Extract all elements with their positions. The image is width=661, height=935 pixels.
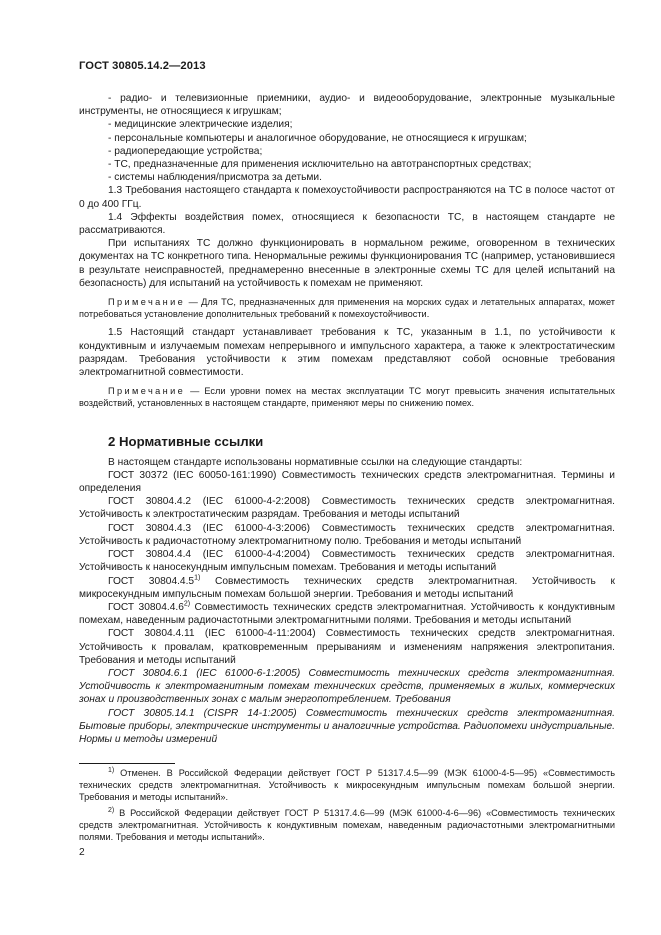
list-item: - радиопередающие устройства; — [108, 145, 263, 157]
document-header: ГОСТ 30805.14.2—2013 — [79, 60, 206, 72]
paragraph-1-4: 1.4 Эффекты воздействия помех, относящиеся к безопасности ТС, в настоящем стандарте не рассматриваются. — [79, 211, 615, 237]
reference-text: Совместимость технических средств электромагнитная. Устойчивость к микросекундным импульсным помехам большой энергии. Требования и методы испытаний — [79, 575, 615, 600]
footnote — [79, 807, 615, 843]
note-text: — Для ТС, предназначенных для применения на морских судах и летательных аппаратах, может потребоваться установление дополнительных требований к помехоустойчивости. — [79, 297, 615, 320]
paragraph-1-3: 1.3 Требования настоящего стандарта к помехоустойчивости распространяются на ТС в полосе частот от 0 до 400 ГГц. — [79, 185, 615, 210]
reference-item: ГОСТ 30372 (IEC 60050-161:1990) Совместимость технических средств электромагнитная. Термины и определения — [79, 469, 615, 495]
reference-item — [79, 601, 615, 627]
note-2 — [79, 385, 615, 409]
section-intro: В настоящем стандарте использованы нормативные ссылки на следующие стандарты: — [108, 456, 523, 468]
reference-item: ГОСТ 30804.4.11 (IEC 61000-4-11:2004) Совместимость технических средств электромагнитная. Устойчивость к провалам, кратковременным прерываниям и изменениям напряжения электропитания. Требования и методы испытаний — [79, 628, 615, 666]
list-item: - системы наблюдения/присмотра за детьми. — [108, 172, 322, 184]
footnote-divider — [79, 763, 175, 764]
note-label: Примечание — [108, 386, 186, 397]
footnote-text: В Российской Федерации действует ГОСТ Р 51317.4.6—99 (МЭК 61000-4-6—96) «Совместимость технических средств электромагнитная. Устойчивость к кондуктивным помехам, наведенным радиочастотными электромагнитными полями. Требования и методы испытаний». — [79, 808, 615, 842]
note-label: Примечание — [108, 297, 186, 308]
list-item: - персональные компьютеры и аналогичное оборудование, не относящиеся к игрушкам; — [108, 132, 527, 144]
reference-item: ГОСТ 30804.4.4 (IEC 61000-4-4:2004) Совместимость технических средств электромагнитная. Устойчивость к наносекундным импульсным помехам. Требования и методы испытаний — [79, 549, 615, 574]
paragraph-1-5: 1.5 Настоящий стандарт устанавливает требования к ТС, указанным в 1.1, по устойчивости к кондуктивным и излучаемым помехам непрерывного и импульсного характера, а также к электростатическим разрядам. Требования устойчивости к этим помехам представляют собой основные требования электромагнитной совместимости. — [79, 327, 615, 379]
page-number: 2 — [79, 847, 85, 858]
footnotes — [79, 767, 615, 847]
list-item: - медицинские электрические изделия; — [108, 119, 293, 131]
reference-item: ГОСТ 30804.6.1 (IEC 61000-6-1:2005) Совместимость технических средств электромагнитная. Устойчивость к электромагнитным помехам технических средств, применяемых в жилых, коммерческих зонах и производственных зонах с малым энергопотреблением. Требования — [79, 667, 615, 706]
document-body — [79, 92, 615, 746]
note-1 — [79, 296, 615, 320]
footnote-mark: 2) — [108, 806, 115, 814]
reference-item: ГОСТ 30804.4.3 (IEC 61000-4-3:2006) Совместимость технических средств электромагнитная. Устойчивость к радиочастотному электромагнитному полю. Требования и методы испытаний — [79, 522, 615, 547]
list-item: - радио- и телевизионные приемники, аудио- и видеооборудование, электронные музыкальные инструменты, не относящиеся к игрушкам; — [79, 93, 615, 118]
reference-code: ГОСТ 30804.4.6 — [108, 601, 184, 613]
footnote — [79, 767, 615, 803]
reference-text: Совместимость технических средств электромагнитная. Устойчивость к кондуктивным помехам, наведенным радиочастотными электромагнитными полями. Требования и методы испытаний — [79, 601, 615, 627]
note-text: — Если уровни помех на местах эксплуатации ТС могут превысить значения испытательных воздействий, установленных в настоящем стандарте, применяют меры по снижению помех. — [79, 386, 615, 409]
list-item: - ТС, предназначенные для применения исключительно на автотранспортных средствах; — [108, 159, 532, 171]
reference-code: ГОСТ 30804.4.5 — [108, 575, 195, 587]
footnote-mark: 2) — [183, 600, 191, 608]
reference-item: ГОСТ 30805.14.1 (CISPR 14-1:2005) Совместимость технических средств электромагнитная. Бытовые приборы, электрические инструменты и аналогичные устройства. Радиопомехи индустриальные. Нормы и методы измерений — [79, 707, 615, 745]
reference-item: ГОСТ 30804.4.2 (IEC 61000-4-2:2008) Совместимость технических средств электромагнитная. Устойчивость к электростатическим разрядам. Требования и методы испытаний — [79, 496, 615, 521]
reference-item — [79, 575, 615, 601]
section-heading: 2 Нормативные ссылки — [108, 433, 264, 449]
footnote-mark: 1) — [194, 574, 201, 582]
footnote-text: Отменен. В Российской Федерации действует ГОСТ Р 51317.4.5—99 (МЭК 61000-4-5—95) «Совместимость технических средств электромагнитная. Устойчивость к микросекундным импульсным помехам большой энергии. Требования и методы испытаний». — [79, 768, 615, 802]
paragraph-tests: При испытаниях ТС должно функционировать в нормальном режиме, оговоренном в технических документах на ТС конкретного типа. Ненормальные режимы функционирования ТС (например, установившиеся в результате неисправностей, преднамеренно внесенные в электронные схемы ТС для целей испытаний на безопасность) для испытаний на устойчивость к помехам не применяют. — [79, 238, 615, 289]
footnote-mark: 1) — [108, 766, 115, 774]
